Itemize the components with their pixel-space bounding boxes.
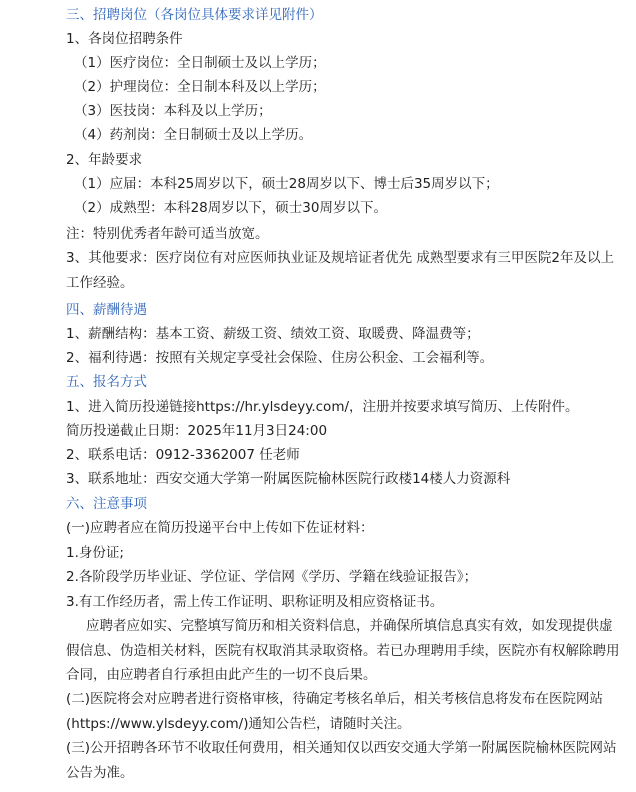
item-contact-phone: 2、联系电话：0912-3362007 任老师	[66, 447, 300, 463]
section-heading-application: 五、报名方式	[66, 374, 147, 390]
note-qualification-review: (二)医院将会对应聘者进行资格审核，待确定考核名单后，相关考核信息将发布在医院网站(https://www.ylsdeyy.com/)通知公告栏，请随时关注。	[66, 691, 604, 732]
item-salary-structure: 1、薪酬结构：基本工资、薪级工资、绩效工资、取暖费、降温费等；	[66, 326, 480, 342]
list-item: （3）医技岗：本科及以上学历；	[74, 103, 272, 119]
list-item: （1）医疗岗位：全日制硕士及以上学历；	[74, 55, 326, 71]
list-item: （4）药剂岗：全日制硕士及以上学历。	[74, 127, 313, 143]
item-position-conditions: 1、各岗位招聘条件	[66, 31, 183, 47]
list-item: 2.各阶段学历毕业证、学位证、学信网《学历、学籍在线验证报告》；	[66, 569, 478, 585]
list-item: 3.有工作经历者，需上传工作证明、职称证明及相应资格证书。	[66, 594, 444, 610]
note-no-fees: (三)公开招聘各环节不收取任何费用，相关通知仅以西安交通大学第一附属医院榆林医院网站公告为准。	[66, 740, 617, 781]
application-deadline: 简历投递截止日期：2025年11月3日24:00	[66, 423, 328, 439]
list-item: （1）应届：本科25周岁以下，硕士28周岁以下、博士后35周岁以下；	[74, 176, 499, 192]
list-item: （2）成熟型：本科28周岁以下，硕士30周岁以下。	[74, 200, 387, 216]
item-contact-address: 3、联系地址：西安交通大学第一附属医院榆林医院行政楼14楼人力资源科	[66, 471, 511, 487]
list-item: 1.身份证;	[66, 545, 124, 561]
item-application-link: 1、进入简历投递链接https://hr.ylsdeyy.com/，注册并按要求填写简历、上传附件。	[66, 399, 579, 415]
age-note: 注：特别优秀者年龄可适当放宽。	[66, 226, 269, 242]
section-heading-positions: 三、招聘岗位（各岗位具体要求详见附件）	[66, 7, 323, 23]
item-age-requirements: 2、年龄要求	[66, 152, 143, 168]
note-truthfulness: 应聘者应如实、完整填写简历和相关资料信息，并确保所填信息真实有效，如发现提供虚假信息、伪造相关材料，医院有权取消其录取资格。若已办理聘用手续，医院亦有权解除聘用合同，由应聘者自行承担由此产生的一切不良后果。	[66, 618, 620, 683]
section-heading-notes: 六、注意事项	[66, 496, 147, 512]
note-materials-intro: (一)应聘者应在简历投递平台中上传如下佐证材料：	[66, 520, 374, 536]
section-heading-salary: 四、薪酬待遇	[66, 302, 147, 318]
item-benefits: 2、福利待遇：按照有关规定享受社会保险、住房公积金、工会福利等。	[66, 350, 494, 366]
list-item: （2）护理岗位：全日制本科及以上学历；	[74, 79, 326, 95]
item-other-requirements: 3、其他要求：医疗岗位有对应医师执业证及规培证者优先 成熟型要求有三甲医院2年及以上工作经验。	[66, 250, 614, 291]
